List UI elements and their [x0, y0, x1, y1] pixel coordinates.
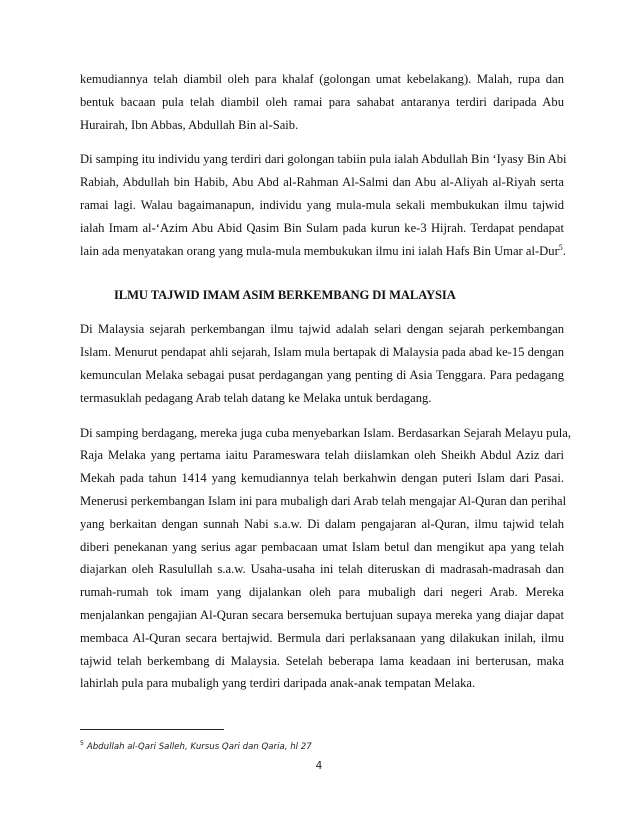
- text-line: Raja Melaka yang pertama iaitu Parameswara telah diislamkan oleh Sheikh Abdul Aziz dari: [80, 448, 564, 463]
- sentence-end: .: [562, 243, 566, 258]
- paragraph-4: [80, 422, 571, 696]
- text-line: diajarkan oleh Rasulullah s.a.w. Usaha-usaha ini telah diteruskan di madrasah-madrasah dan: [80, 562, 564, 577]
- text-line: kemudiannya telah diambil oleh para khalaf (golongan umat kebelakang). Malah, rupa dan: [80, 72, 564, 86]
- paragraph-1: [80, 68, 564, 136]
- text-line: lahirlah pula para mubaligh yang terdiri daripada anak-anak tempatan Melaka.: [80, 676, 476, 691]
- text-line: rumah-rumah tok imam yang dijalankan oleh para mubaligh dari negeri Arab. Mereka: [80, 585, 564, 600]
- footnote-marker: 5: [80, 740, 84, 748]
- footnote-divider: [80, 729, 224, 730]
- footnote-reference[interactable]: 5: [558, 242, 563, 252]
- text-line: Islam. Menurut pendapat ahli sejarah, Islam mula bertapak di Malaysia pada abad ke-15 dengan: [80, 345, 564, 360]
- text-line: Hurairah, Ibn Abbas, Abdullah Bin al-Saib.: [80, 117, 299, 132]
- text-line: Mekah pada tahun 1414 yang kemudiannya telah berkahwin dengan puteri Islam dari Pasai.: [80, 471, 564, 486]
- text-line: termasuklah pedagang Arab telah datang ke Melaka untuk berdagang.: [80, 390, 432, 405]
- text-line: Rabiah, Abdullah bin Habib, Abu Abd al-Rahman Al-Salmi dan Abu al-Aliyah al-Riyah serta: [80, 175, 564, 190]
- text-line: menjalankan pengajian Al-Quran secara bersemuka bertujuan supaya mereka yang diajar dapat: [80, 607, 564, 622]
- footnote: [80, 741, 312, 753]
- page-body: [80, 68, 571, 707]
- text-line: ialah Imam al-‘Azim Abu Abid Qasim Bin Sulam pada kurun ke-3 Hijrah. Terdapat pendapat: [80, 220, 564, 235]
- text-line: Di samping berdagang, mereka juga cuba menyebarkan Islam. Berdasarkan Sejarah Melayu pula,: [80, 425, 571, 440]
- text-line: ramai lagi. Walau bagaimanapun, individu yang mula-mula sekali membukukan ilmu tajwid: [80, 197, 564, 212]
- text-line: diberi penekanan yang serius agar pembacaan umat Islam betul dan mengikut apa yang telah: [80, 539, 564, 554]
- text-line: yang berkaitan dengan sunnah Nabi s.a.w. Di dalam pengajaran al-Quran, ilmu tajwid telah: [80, 516, 564, 531]
- text-line: kemunculan Melaka sebagai pusat perdagangan yang penting di Asia Tenggara. Para pedagang: [80, 367, 564, 382]
- text-line: Di Malaysia sejarah perkembangan ilmu tajwid adalah selari dengan sejarah perkembangan: [80, 322, 564, 337]
- text-line: Menerusi perkembangan Islam ini para mubaligh dari Arab telah mengajar Al-Quran dan perihal: [80, 493, 567, 508]
- paragraph-2: [80, 148, 567, 262]
- text-line: tajwid telah berkembang di Malaysia. Setelah beberapa lama keadaan ini berterusan, maka: [80, 653, 564, 668]
- paragraph-3: [80, 318, 564, 409]
- text-line-content: lain ada menyatakan orang yang mula-mula membukukan ilmu ini ialah Hafs Bin Umar al-Dur: [80, 243, 559, 258]
- page-number: 4: [315, 760, 323, 772]
- section-heading: ILMU TAJWID IMAM ASIM BERKEMBANG DI MALAYSIA: [114, 288, 456, 303]
- text-line: bentuk bacaan pula telah diambil oleh ramai para sahabat antaranya terdiri daripada Abu: [80, 94, 564, 109]
- text-line: [80, 240, 564, 263]
- footnote-text: Abdullah al-Qari Salleh, Kursus Qari dan Qaria, hl 27: [86, 742, 312, 752]
- text-line: Di samping itu individu yang terdiri dari golongan tabiin pula ialah Abdullah Bin ‘Iyasy Bin Abi: [80, 152, 567, 167]
- text-line: membaca Al-Quran secara bertajwid. Bermula dari perlaksanaan yang dilakukan inilah, ilmu: [80, 630, 564, 645]
